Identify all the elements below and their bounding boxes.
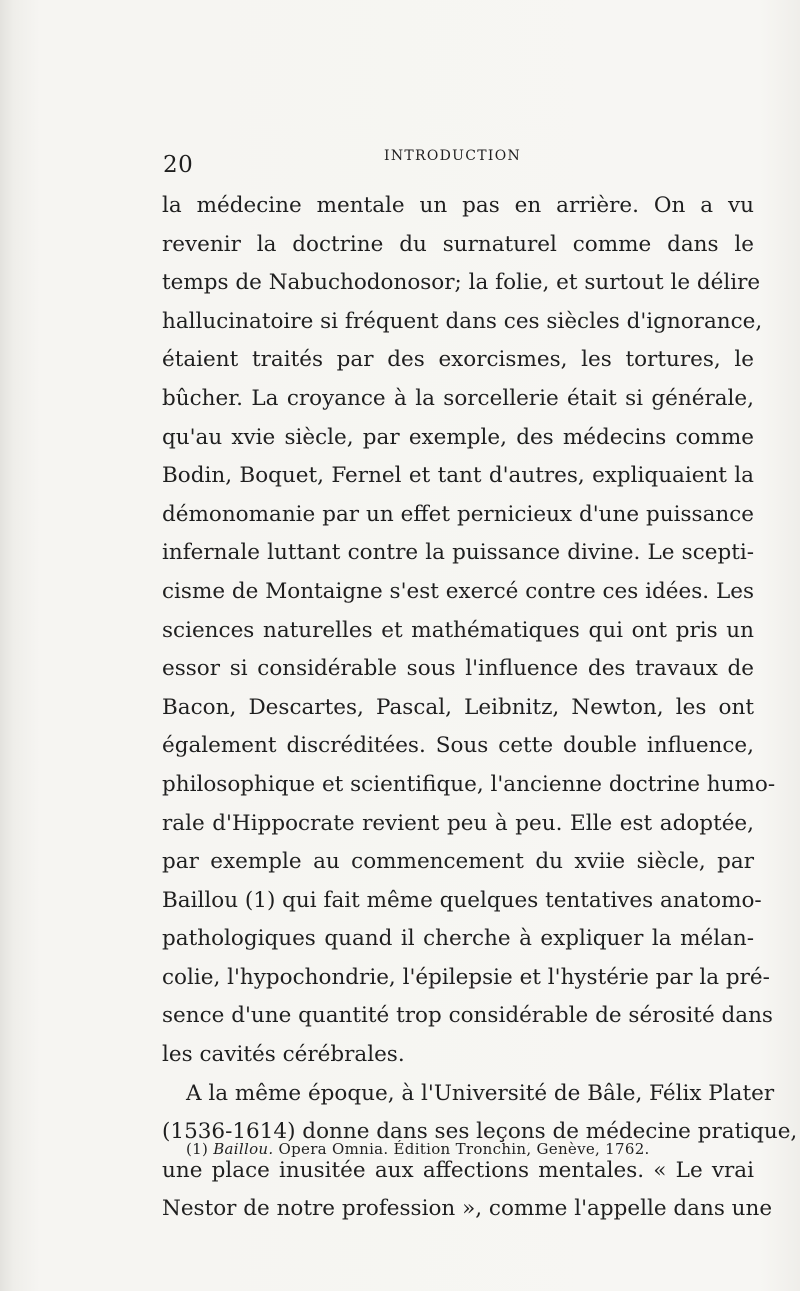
text-line: étaient traités par des exorcismes, les tortures, le: [162, 347, 754, 373]
text-line: pathologiques quand il cherche à expliquer la mélan-: [162, 926, 754, 952]
text-line: hallucinatoire si fréquent dans ces siècles d'ignorance,: [162, 308, 763, 334]
body-text: [162, 187, 798, 1229]
text-line: Bacon, Descartes, Pascal, Leibnitz, Newton, les ont: [162, 694, 754, 720]
text-line: sciences naturelles et mathématiques qui ont pris un: [162, 617, 754, 643]
text-line: Nestor de notre profession », comme l'appelle dans une: [162, 1196, 773, 1222]
text-line: colie, l'hypochondrie, l'épilepsie et l'hystérie par la pré-: [162, 964, 770, 990]
footnote: [186, 1140, 650, 1158]
text-line: revenir la doctrine du surnaturel comme dans le: [162, 231, 754, 257]
running-title: INTRODUCTION: [384, 148, 522, 164]
text-line: philosophique et scientifique, l'ancienne doctrine humo-: [162, 771, 776, 797]
text-line: rale d'Hippocrate revient peu à peu. Elle est adoptée,: [162, 810, 754, 836]
text-line: une place inusitée aux affections mentales. « Le vrai: [162, 1157, 754, 1183]
text-line: Baillou (1) qui fait même quelques tentatives anatomo-: [162, 887, 762, 913]
text-line: Bodin, Boquet, Fernel et tant d'autres, expliquaient la: [162, 463, 754, 489]
footnote-text: Opera Omnia. Édition Tronchin, Genève, 1762.: [278, 1140, 650, 1158]
text-line: qu'au xvie siècle, par exemple, des médecins comme: [162, 424, 754, 450]
page-number: 20: [163, 152, 194, 178]
text-line: également discréditées. Sous cette double influence,: [162, 733, 754, 759]
footnote-author: Baillou.: [213, 1140, 274, 1158]
text-line: (1536-1614) donne dans ses leçons de médecine pratique,: [162, 1119, 798, 1145]
text-line: bûcher. La croyance à la sorcellerie était si générale,: [162, 385, 754, 411]
text-line: cisme de Montaigne s'est exercé contre ces idées. Les: [162, 578, 754, 604]
text-line: démonomanie par un effet pernicieux d'une puissance: [162, 501, 754, 527]
text-line: essor si considérable sous l'influence des travaux de: [162, 656, 754, 682]
text-line: la médecine mentale un pas en arrière. On a vu: [162, 193, 754, 218]
text-line: sence d'une quantité trop considérable de sérosité dans: [162, 1003, 773, 1029]
text-line: les cavités cérébrales.: [162, 1042, 405, 1068]
footnote-marker: (1): [186, 1140, 209, 1158]
text-line: par exemple au commencement du xviie siècle, par: [162, 849, 754, 875]
text-line: infernale luttant contre la puissance divine. Le scepti-: [162, 540, 754, 566]
text-line: A la même époque, à l'Université de Bâle, Félix Plater: [186, 1080, 775, 1106]
text-line: temps de Nabuchodonosor; la folie, et surtout le délire: [162, 270, 761, 296]
